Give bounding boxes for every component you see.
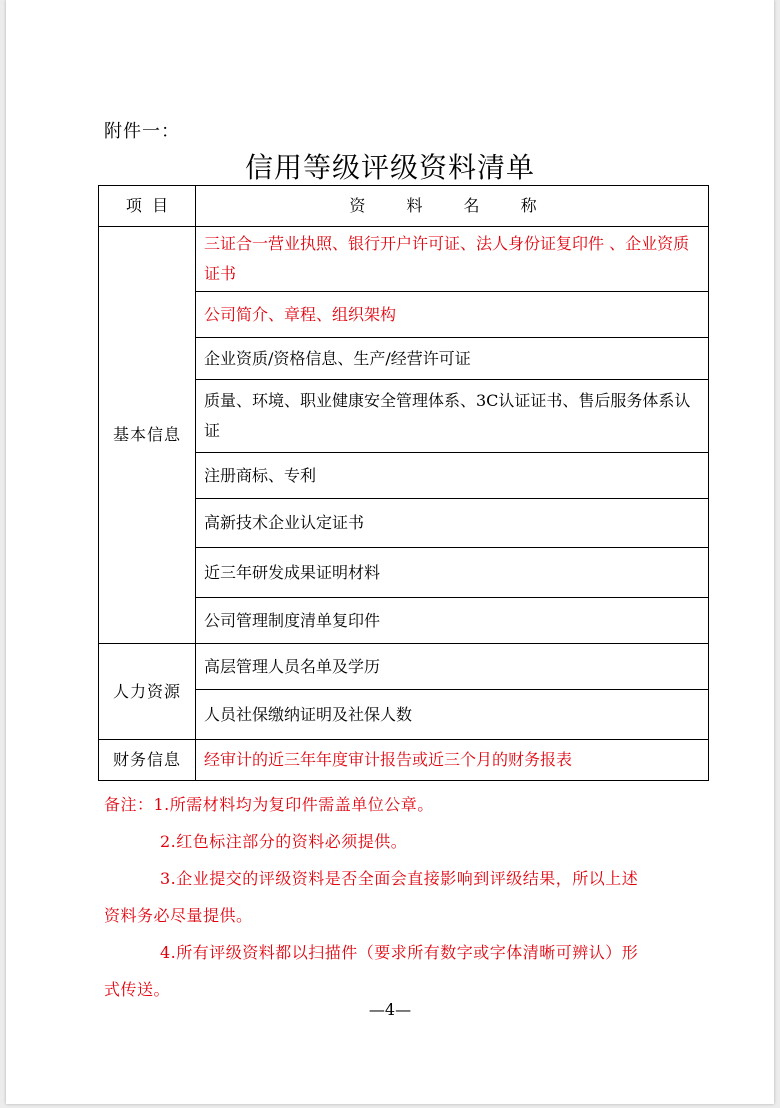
item-cell: 高新技术企业认定证书 (196, 499, 709, 548)
table-row (99, 740, 709, 781)
header-name: 资 料 名 称 (196, 186, 709, 227)
table-row (99, 227, 709, 292)
notes-section (104, 786, 704, 1008)
item-cell: 三证合一营业执照、银行开户许可证、法人身份证复印件 、企业资质证书 (196, 227, 709, 292)
category-cell: 财务信息 (99, 740, 196, 781)
header-category: 项 目 (99, 186, 196, 227)
item-cell: 公司管理制度清单复印件 (196, 598, 709, 644)
note-line: 4.所有评级资料都以扫描件（要求所有数字或字体清晰可辨认）形 (160, 943, 639, 962)
note-line: 备注：1.所需材料均为复印件需盖单位公章。 (104, 795, 434, 814)
item-cell: 近三年研发成果证明材料 (196, 548, 709, 598)
attachment-label: 附件一： (104, 121, 180, 142)
note-line: 3.企业提交的评级资料是否全面会直接影响到评级结果，所以上述 (160, 869, 639, 888)
materials-table (98, 185, 709, 781)
item-cell: 质量、环境、职业健康安全管理体系、3C认证证书、售后服务体系认证 (196, 380, 709, 453)
category-cell: 人力资源 (99, 644, 196, 740)
page-title: 信用等级评级资料清单 (244, 151, 535, 184)
item-cell: 人员社保缴纳证明及社保人数 (196, 690, 709, 740)
item-cell: 企业资质/资格信息、生产/经营许可证 (196, 338, 709, 380)
table-row (99, 644, 709, 690)
page-number: —4— (368, 1000, 412, 1019)
item-cell: 公司简介、章程、组织架构 (196, 292, 709, 338)
category-cell: 基本信息 (99, 227, 196, 644)
note-line: 2.红色标注部分的资料必须提供。 (160, 832, 408, 851)
item-cell: 高层管理人员名单及学历 (196, 644, 709, 690)
table-header-row (99, 186, 709, 227)
note-line: 资料务必尽量提供。 (104, 906, 253, 925)
note-line: 式传送。 (104, 980, 171, 999)
item-cell: 注册商标、专利 (196, 453, 709, 499)
item-cell: 经审计的近三年年度审计报告或近三个月的财务报表 (196, 740, 709, 781)
